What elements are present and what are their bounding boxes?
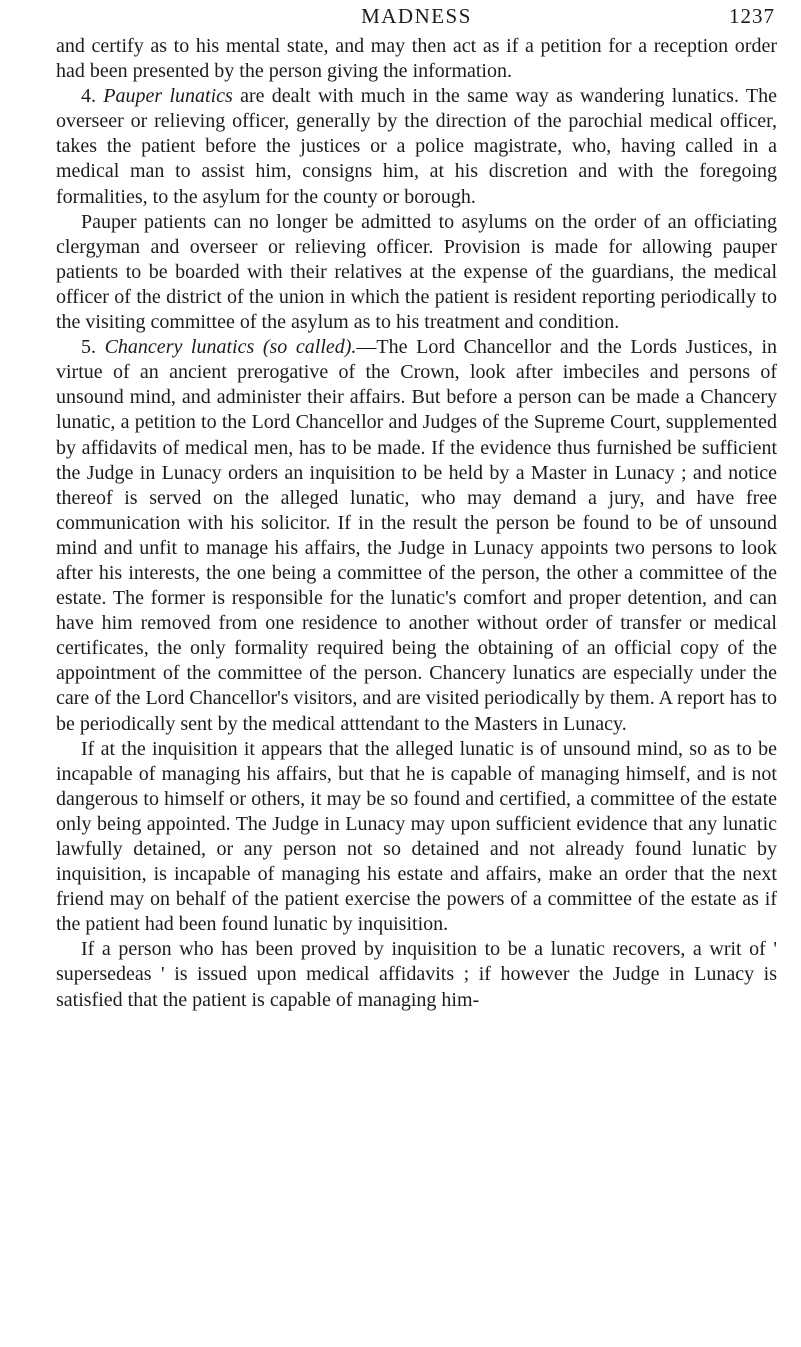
paragraph-inquisition [56,737,777,938]
page-number: 1237 [729,4,775,28]
paragraph-text: If a person who has been proved by inquisition to be a lunatic recovers, a writ of ' supersedeas ' is issued upon medical affidavits ; if however the Judge in Lunacy is satisfied that the patient is capable of managing him- [56,938,777,1011]
paragraph-text: If at the inquisition it appears that the alleged lunatic is of unsound mind, so as to be incapable of managing his affairs, but that he is capable of managing himself, and is not dangerous to himself or others, it may be so found and certified, a committee of the estate only being appointed. The Judge in Lunacy may upon sufficient evidence that any lunatic lawfully detained, or any person not so detained and not already found lunatic by inquisition, is incapable of managing his estate and affairs, make an order that the next friend may on behalf of the patient exercise the powers of a committee of the estate as if the patient had been found lunatic by inquisition. [56,737,777,936]
section-heading: Chancery lunatics (so called). [104,336,357,359]
paragraph-text: Pauper patients can no longer be admitted to asylums on the order of an officiating clergyman and overseer or relieving officer. Provision is made for allowing pauper patients to be boarded with their relatives at the expense of the guardians, the medical officer of the district of the union in which the patient is resident reporting periodically to the visiting committee of the asylum as to his treatment and condition. [56,210,777,334]
running-title: MADNESS [361,4,472,28]
paragraph-supersedeas [56,937,777,1012]
paragraph-chancery-lunatics [56,335,777,737]
paragraph-continuation [56,34,777,84]
paragraph-pauper-patients [56,210,777,335]
paragraph-pauper-lunatics [56,84,777,209]
page-header [56,4,777,32]
section-heading: Pauper lunatics [103,85,233,108]
paragraph-text: and certify as to his mental state, and may then act as if a petition for a reception order had been presented by the person giving the information. [56,35,777,83]
section-number: 4. [81,85,104,108]
section-number: 5. [81,336,105,359]
paragraph-text: —The Lord Chancellor and the Lords Justices, in virtue of an ancient prerogative of the Crown, look after imbeciles and persons of unsound mind, and administer their affairs. But before a person can be made a Chancery lunatic, a petition to the Lord Chancellor and Judges of the Supreme Court, supplemented by affidavits of medical men, has to be made. If the evidence thus furnished be sufficient the Judge in Lunacy orders an inquisition to be held by a Master in Lunacy ; and notice thereof is served on the alleged lunatic, who may demand a jury, and have free communication with his solicitor. If in the result the person be found to be of unsound mind and unfit to manage his affairs, the Judge in Lunacy appoints two persons to look after his interests, the one being a committee of the person, the other a committee of the estate. The former is responsible for the lunatic's comfort and proper detention, and can have him removed from one residence to another without order of transfer or medical certificates, the only formality required being the obtaining of an official copy of the appointment of the committee of the person. Chancery lunatics are especially under the care of the Lord Chancellor's visitors, and are visited periodically by them. A report has to be periodically sent by the medical atttendant to the Masters in Lunacy. [56,336,777,735]
paragraph-text: are dealt with much in the same way as wandering lunatics. The overseer or relieving officer, generally by the direction of the parochial medical officer, takes the patient before the justices or a police magistrate, who, having called in a medical man to assist him, consigns him, at his discretion and with the foregoing formalities, to the asylum for the county or borough. [56,85,777,208]
body-text [56,34,777,1013]
